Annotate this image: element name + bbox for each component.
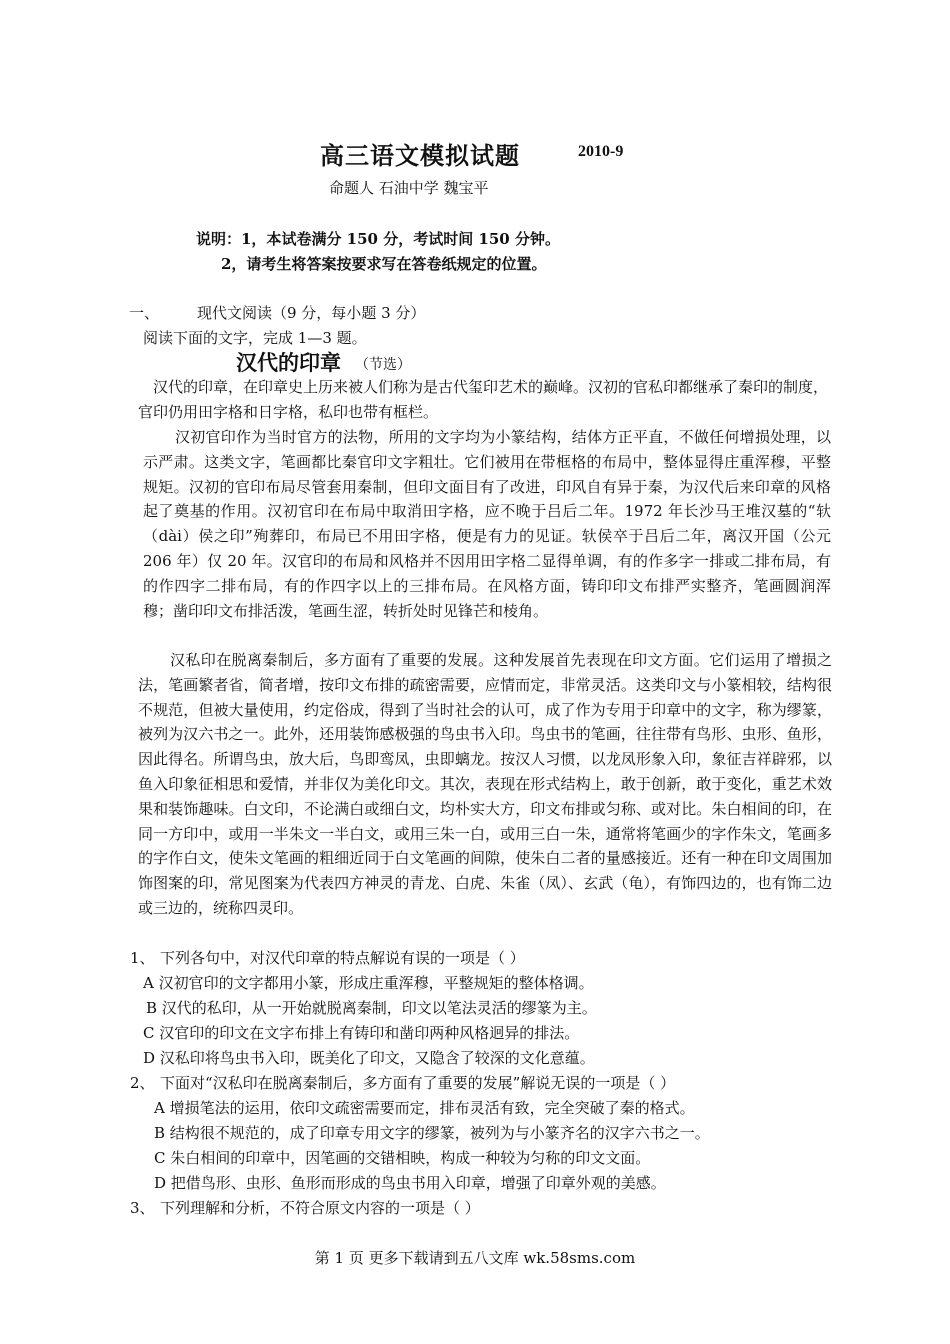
author-line: 命题人 石油中学 魏宝平 bbox=[329, 179, 489, 197]
question-1-option-d: D 汉私印将鸟虫书入印，既美化了印文，又隐含了较深的文化意蕴。 bbox=[143, 1049, 595, 1067]
question-1-stem: 下列各句中，对汉代印章的特点解说有误的一项是（ ） bbox=[160, 949, 525, 967]
question-2-option-d: D 把借鸟形、虫形、鱼形而形成的鸟虫书用入印章，增强了印章外观的美感。 bbox=[154, 1174, 666, 1192]
question-3-number: 3、 bbox=[130, 1199, 155, 1217]
question-1-option-c: C 汉官印的印文在文字布排上有铸印和凿印两种风格迥异的排法。 bbox=[143, 1024, 580, 1042]
question-2-stem: 下面对“汉私印在脱离秦制后，多方面有了重要的发展”解说无误的一项是（ ） bbox=[160, 1074, 676, 1092]
question-1-option-b: B 汉代的私印，从一开始就脱离秦制，印文以笔法灵活的缪篆为主。 bbox=[146, 999, 597, 1017]
instruction-1: 说明：1，本试卷满分 150 分，考试时间 150 分钟。 bbox=[196, 230, 560, 248]
question-2-option-a: A 增损笔法的运用，依印文疏密需要而定，排布灵活有致，完全突破了秦的格式。 bbox=[154, 1099, 695, 1117]
section-prompt: 阅读下面的文字，完成 1—3 题。 bbox=[143, 329, 367, 347]
question-1-option-a: A 汉初官印的文字都用小篆，形成庄重浑穆，平整规矩的整体格调。 bbox=[143, 974, 594, 992]
question-1-number: 1、 bbox=[130, 949, 155, 967]
page-title: 高三语文模拟试题 bbox=[320, 141, 520, 170]
section-number: 一、 bbox=[129, 304, 160, 322]
section-heading: 现代文阅读（9 分，每小题 3 分） bbox=[197, 304, 426, 322]
question-2-number: 2、 bbox=[130, 1074, 155, 1092]
exam-date: 2010-9 bbox=[578, 143, 624, 160]
essay-paragraph-2: 汉初官印作为当时官方的法物，所用的文字均为小篆结构，结体方正平直，不做任何增损处理，以示严肃。这类文字，笔画都比秦官印文字粗壮。它们被用在带框格的布局中，整体显得庄重浑穆，平整规矩。汉初的官印布局尽管套用秦制，但印文面目有了改进，印风自有异于秦，为汉代后来印章的风格起了奠基的作用。汉初官印在布局中取消田字格，应不晚于吕后二年。1972 年长沙马王堆汉墓的“轪（dài）侯之印”殉葬印，布局已不用田字格，便是有力的见证。轪侯卒于吕后二年，离汉开国（公元 206 年）仅 20 年。汉官印的布局和风格并不因用田字格二显得单调，有的作多字一排或二排布局，有的作四字二排布局，有的作四字以上的三排布局。在风格方面，铸印印文布排严实整齐，笔画圆润浑穆；凿印印文布排活泼，笔画生涩，转折处时见锋芒和棱角。 bbox=[143, 428, 831, 620]
question-2-option-b: B 结构很不规范的，成了印章专用文字的缪篆，被列为与小篆齐名的汉字六书之一。 bbox=[154, 1124, 710, 1142]
essay-title: 汉代的印章 bbox=[236, 350, 341, 375]
question-3-stem: 下列理解和分析，不符合原文内容的一项是（ ） bbox=[160, 1199, 480, 1217]
essay-subtitle: （节选） bbox=[355, 357, 411, 373]
essay-paragraph-3: 汉私印在脱离秦制后，多方面有了重要的发展。这种发展首先表现在印文方面。它们运用了增损之法，笔画繁者省，简者增，按印文布排的疏密需要，应情而定，非常灵活。这类印文与小篆相较，结构很不规范，但被大量使用，约定俗成，得到了当时社会的认可，成了作为专用于印章中的文字，称为缪篆，被列为汉六书之一。此外，还用装饰感极强的鸟虫书入印。鸟虫书的笔画，往往带有鸟形、虫形、鱼形，因此得名。所谓鸟虫，放大后，鸟即鸾凤，虫即螭龙。按汉人习惯，以龙凤形象入印，象征吉祥辟邪，以鱼入印象征相思和爱情，并非仅为美化印文。其次，表现在形式结构上，敢于创新，敢于变化，重艺术效果和装饰趣味。白文印，不论满白或细白文，均朴实大方，印文布排或匀称、或对比。朱白相间的印，在同一方印中，或用一半朱文一半白文，或用三朱一白，或用三白一朱，通常将笔画少的字作朱文，笔画多的字作白文，使朱文笔画的粗细近同于白文笔画的间隙，使朱白二者的量感接近。还有一种在印文周围加饰图案的印，常见图案为代表四方神灵的青龙、白虎、朱雀（凤）、玄武（龟），有饰四边的，也有饰二边或三边的，统称四灵印。 bbox=[138, 651, 832, 917]
instruction-2: 2，请考生将答案按要求写在答卷纸规定的位置。 bbox=[221, 255, 547, 273]
page-footer: 第 1 页 更多下载请到五八文库 wk.58sms.com bbox=[314, 1249, 636, 1267]
essay-paragraph-1: 汉代的印章，在印章史上历来被人们称为是古代玺印艺术的巅峰。汉初的官私印都继承了秦印的制度，官印仍用田字格和日字格，私印也带有框栏。 bbox=[138, 378, 829, 421]
question-2-option-c: C 朱白相间的印章中，因笔画的交错相映，构成一种较为匀称的印文文面。 bbox=[154, 1149, 651, 1167]
